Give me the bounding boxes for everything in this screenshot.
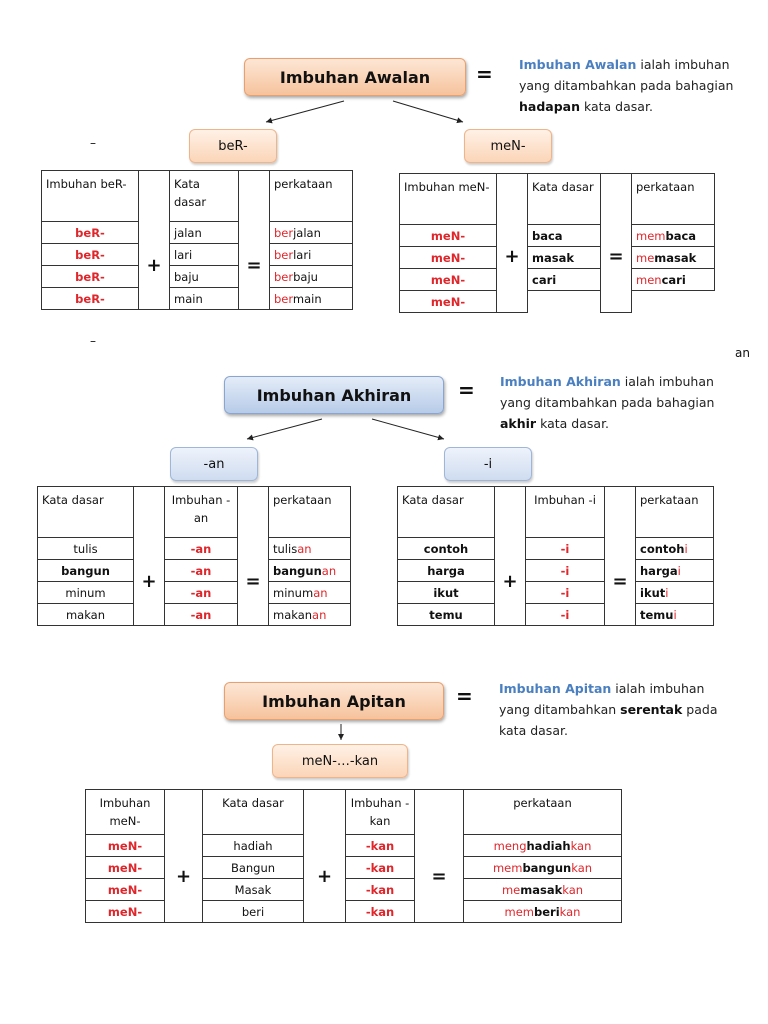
- apitan-label: meN-…-kan: [301, 753, 379, 769]
- table-header: Imbuhan -an: [165, 487, 238, 538]
- table-row: makan -an makanan: [38, 604, 351, 626]
- table-header: perkataan: [464, 790, 622, 835]
- table-header: Kata dasar: [203, 790, 304, 835]
- apitan-table: [85, 789, 622, 923]
- table-row: meN- hadiah -kan menghadiahkan: [86, 835, 622, 857]
- table-header: Imbuhan -kan: [346, 790, 415, 835]
- table-row: meN- Bangun -kan membangunkan: [86, 857, 622, 879]
- table-header: Imbuhan meN-: [400, 174, 497, 225]
- plus-sign: +: [165, 790, 203, 923]
- equals-sign: =: [601, 174, 632, 313]
- table-row: beR- baju berbaju: [42, 266, 353, 288]
- table-row: meN-: [400, 291, 715, 313]
- table-header: perkataan: [270, 171, 353, 222]
- table-row: minum -an minuman: [38, 582, 351, 604]
- table-header: Kata dasar: [528, 174, 601, 225]
- dash-mark: –: [90, 136, 96, 150]
- an-label: -an: [203, 456, 225, 472]
- table-row: beR- main bermain: [42, 288, 353, 310]
- awalan-equals: =: [476, 62, 493, 86]
- table-row: meN- Masak -kan memasakkan: [86, 879, 622, 901]
- plus-sign: +: [497, 174, 528, 313]
- table-header: Imbuhan beR-: [42, 171, 139, 222]
- apitan-description: Imbuhan Apitan ialah imbuhan yang ditambahkan serentak pada kata dasar.: [499, 681, 718, 738]
- table-header: perkataan: [632, 174, 715, 225]
- table-row: temu -i temui: [398, 604, 714, 626]
- awalan-title: Imbuhan Awalan: [279, 67, 431, 87]
- table-header: perkataan: [269, 487, 351, 538]
- table-header: Imbuhan meN-: [86, 790, 165, 835]
- men-label: meN-: [490, 138, 526, 154]
- apitan-title: Imbuhan Apitan: [262, 691, 406, 711]
- plus-sign: +: [134, 487, 165, 626]
- plus-sign: +: [304, 790, 346, 923]
- dash-mark: –: [90, 334, 96, 348]
- apitan-label-box: [272, 744, 408, 778]
- table-row: meN- baca membaca: [400, 225, 715, 247]
- table-header: perkataan: [636, 487, 714, 538]
- equals-sign: =: [238, 487, 269, 626]
- awalan-description: Imbuhan Awalan ialah imbuhan yang ditambahkan pada bahagian hadapan kata dasar.: [519, 57, 734, 114]
- akhiran-title: Imbuhan Akhiran: [256, 385, 412, 405]
- ber-label: beR-: [218, 138, 248, 154]
- table-header: Imbuhan -i: [526, 487, 605, 538]
- equals-sign: =: [239, 171, 270, 310]
- equals-sign: =: [415, 790, 464, 923]
- table-header: Kata dasar: [398, 487, 495, 538]
- equals-sign: =: [605, 487, 636, 626]
- table-row: meN- beri -kan memberikan: [86, 901, 622, 923]
- stray-text: an: [735, 346, 750, 360]
- table-row: tulis -an tulisan: [38, 538, 351, 560]
- i-label: -i: [483, 456, 493, 472]
- table-row: beR- jalan berjalan: [42, 222, 353, 244]
- table-header: Kata dasar: [170, 171, 239, 222]
- akhiran-description: Imbuhan Akhiran ialah imbuhan yang ditambahkan pada bahagian akhir kata dasar.: [500, 374, 715, 431]
- apitan-equals: =: [456, 684, 473, 708]
- table-row: beR- lari berlari: [42, 244, 353, 266]
- akhiran-equals: =: [458, 378, 475, 402]
- table-row: ikut -i ikuti: [398, 582, 714, 604]
- table-row: contoh -i contohi: [398, 538, 714, 560]
- table-header: Kata dasar: [38, 487, 134, 538]
- table-row: bangun -an bangunan: [38, 560, 351, 582]
- table-row: meN- masak memasak: [400, 247, 715, 269]
- table-row: meN- cari mencari: [400, 269, 715, 291]
- table-row: harga -i hargai: [398, 560, 714, 582]
- plus-sign: +: [139, 171, 170, 310]
- plus-sign: +: [495, 487, 526, 626]
